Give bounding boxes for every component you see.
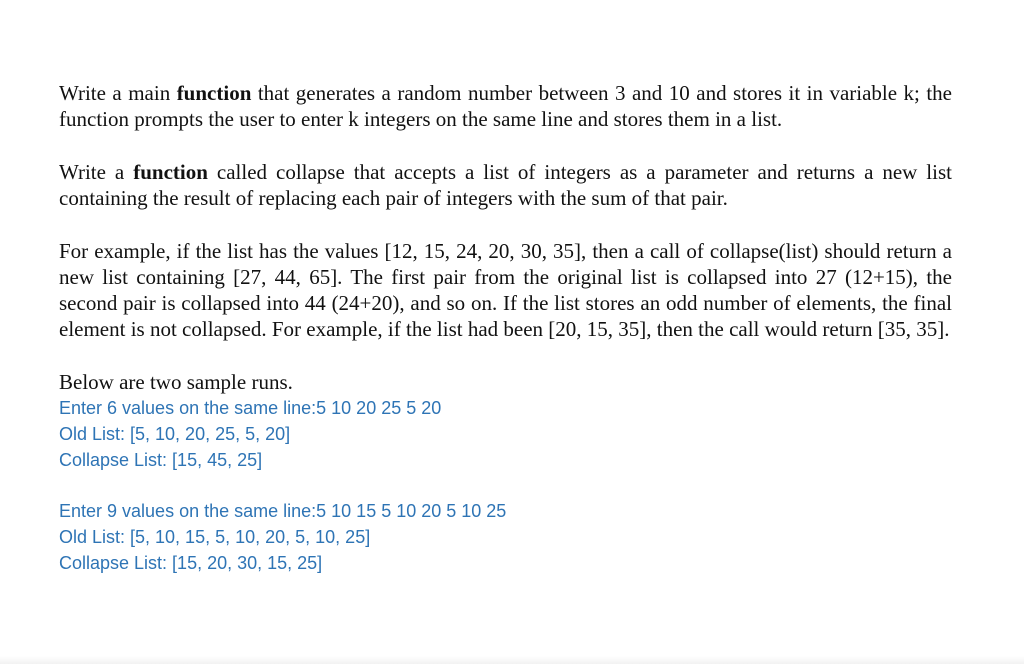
paragraph-example: For example, if the list has the values [12, 15, 24, 20, 30, 35], then a call of collapse(list) should return a new list containing [27, 44, 65]. The first pair from the original list is collapsed into 27 (12+15), the second pair is collapsed into 44 (24+20), and so on. If the list stores an odd number of elements, the final element is not collapsed. For example, if the list had been [20, 15, 35], then the call would return [35, 35].: [59, 239, 952, 341]
paragraph-collapse-function: [59, 159, 952, 211]
p1-pre: Write a main: [59, 81, 177, 105]
p2-post: called collapse that accepts a list of integers as a parameter and returns a new list containing the result of replacing each pair of integers with the sum of that pair.: [59, 160, 952, 210]
run2-collapse-list: Collapse List: [15, 20, 30, 15, 25]: [59, 553, 323, 573]
page-bottom-edge: [0, 656, 1024, 664]
run1-old-list: Old List: [5, 10, 20, 25, 5, 20]: [59, 424, 291, 444]
run1-prompt: Enter 6 values on the same line:5 10 20 25 5 20: [59, 398, 442, 418]
run2-prompt: Enter 9 values on the same line:5 10 15 5 10 20 5 10 25: [59, 501, 507, 521]
p1-post: that generates a random number between 3 and 10 and stores it in variable k; the function prompts the user to enter k integers on the same line and stores them in a list.: [59, 81, 952, 131]
sample-run-1: [59, 395, 952, 473]
p2-pre: Write a: [59, 160, 134, 184]
document-page: [59, 80, 952, 576]
sample-run-2: [59, 498, 952, 576]
p2-bold-function: function: [133, 160, 208, 184]
p1-bold-function: function: [176, 81, 252, 105]
paragraph-main-function: [59, 80, 952, 132]
run1-collapse-list: Collapse List: [15, 45, 25]: [59, 450, 263, 470]
run2-old-list: Old List: [5, 10, 15, 5, 10, 20, 5, 10, 25]: [59, 527, 371, 547]
paragraph-sample-runs-intro: Below are two sample runs.: [59, 370, 293, 394]
